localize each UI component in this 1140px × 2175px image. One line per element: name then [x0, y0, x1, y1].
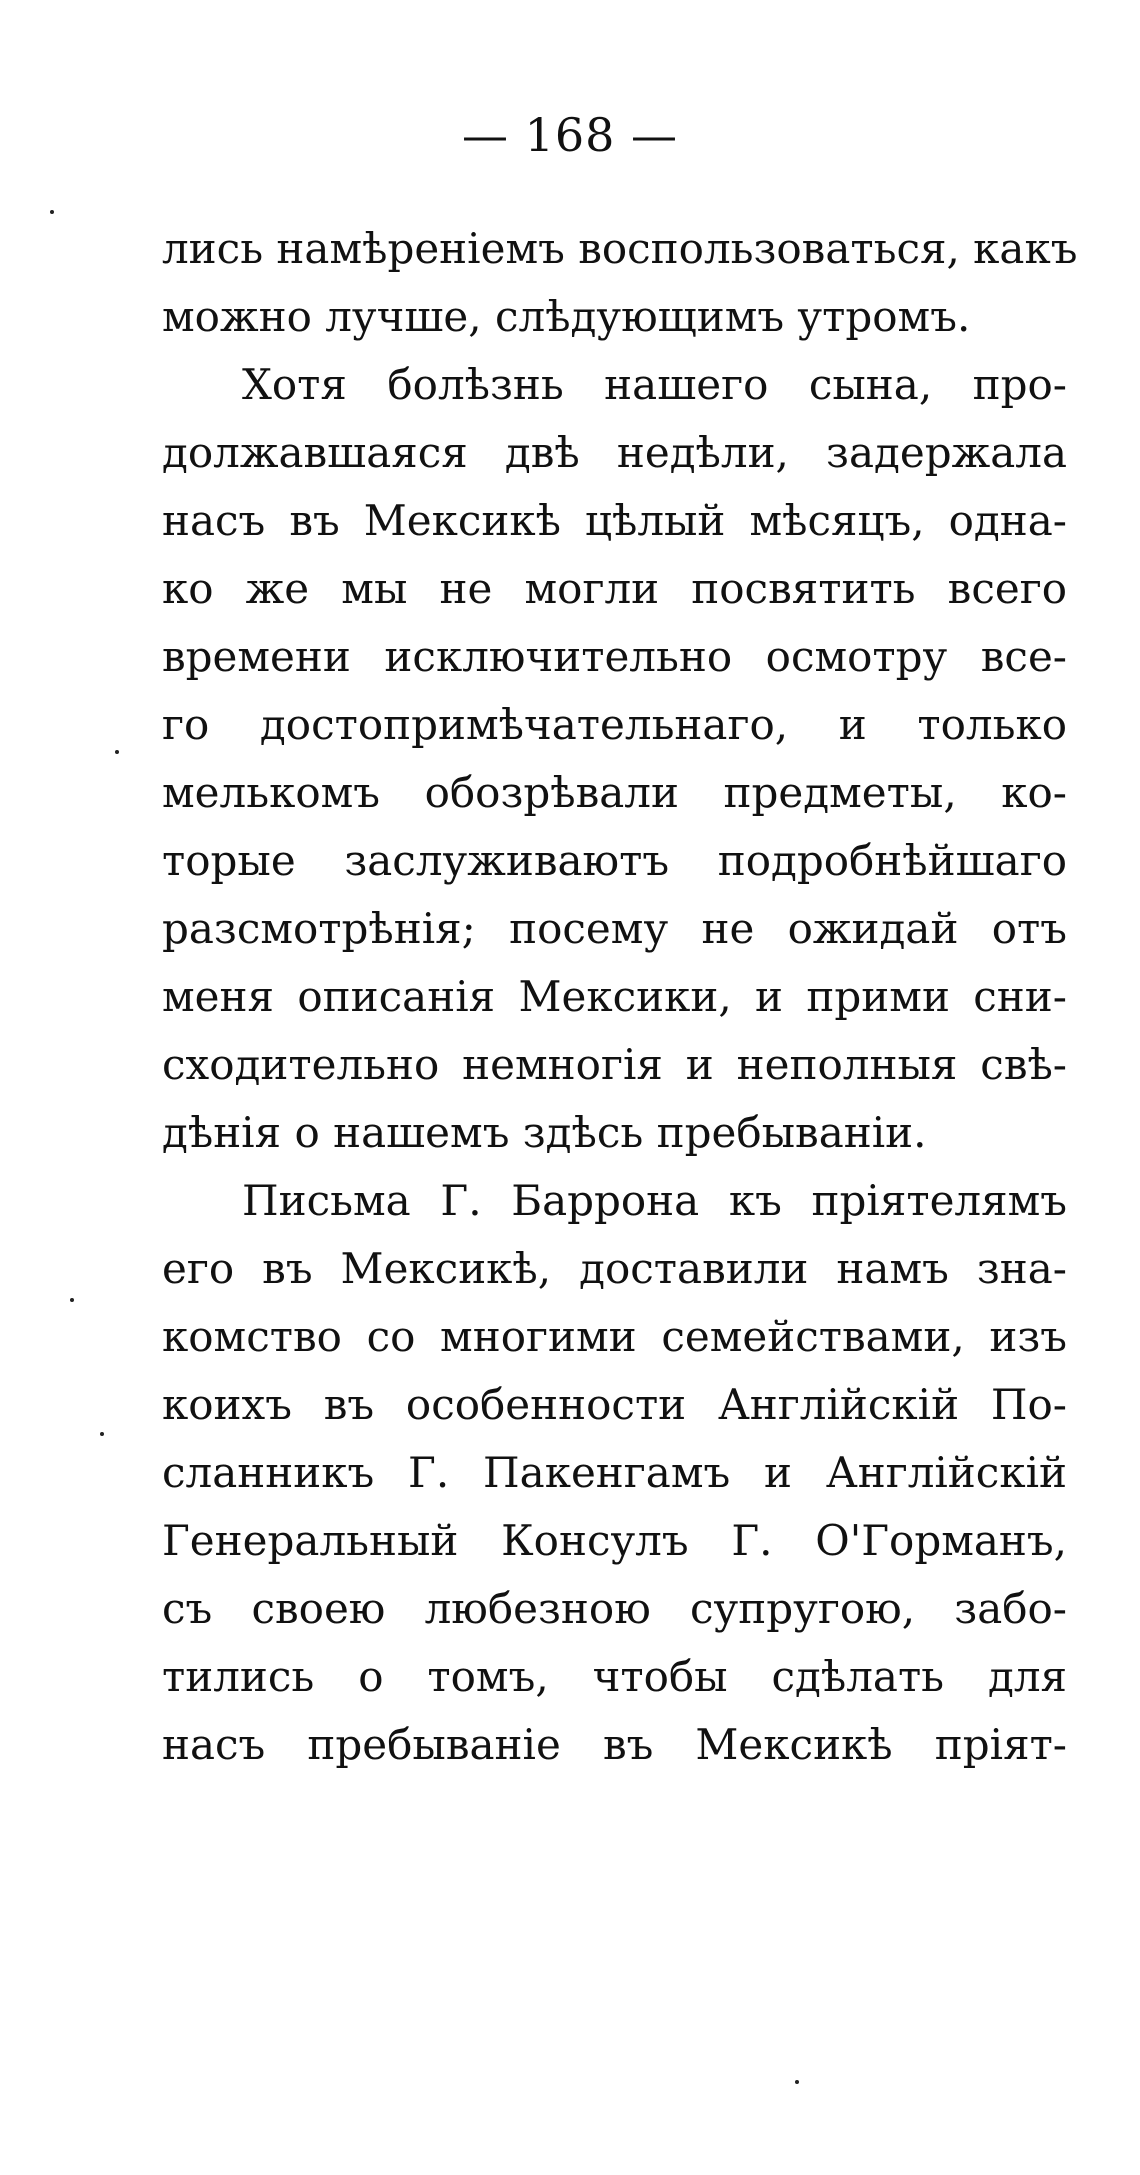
scan-speck [115, 750, 119, 754]
text-line: коихъ въ особенности Англiйскiй По- [162, 1380, 1067, 1429]
text-line: ко же мы не могли посвятить всего [162, 564, 1067, 613]
scan-speck [70, 1298, 74, 1302]
text-line: дѣнiя о нашемъ здѣсь пребыванiи. [162, 1108, 927, 1157]
text-line: меня описанiя Мексики, и прими сни- [162, 972, 1067, 1021]
text-line: сланникъ Г. Пакенгамъ и Англiйскiй [162, 1448, 1067, 1497]
text-line: го достопримѣчательнаго, и только [162, 700, 1067, 749]
text-line: лись намѣренiемъ воспользоваться, какъ [162, 224, 1078, 273]
text-line: Генеральный Консулъ Г. О'Горманъ, [162, 1516, 1067, 1565]
text-line: сходительно немногiя и неполныя свѣ- [162, 1040, 1067, 1089]
body-text [162, 215, 1078, 1779]
text-line: должавшаяся двѣ недѣли, задержала [162, 428, 1067, 477]
text-line: Хотя болѣзнь нашего сына, про- [242, 360, 1067, 409]
text-line: разсмотрѣнiя; посему не ожидай отъ [162, 904, 1067, 953]
text-line: времени исключительно осмотру все- [162, 632, 1067, 681]
page-number: — 168 — [461, 108, 679, 162]
text-line: насъ въ Мексикѣ цѣлый мѣсяцъ, одна- [162, 496, 1067, 545]
text-line: мелькомъ обозрѣвали предметы, ко- [162, 768, 1067, 817]
text-line: комство со многими семействами, изъ [162, 1312, 1067, 1361]
scan-speck [795, 2080, 799, 2084]
text-line: насъ пребыванiе въ Мексикѣ прiят- [162, 1720, 1067, 1769]
text-line: съ своею любезною супругою, забо- [162, 1584, 1067, 1633]
text-line: тились о томъ, чтобы сдѣлать для [162, 1652, 1067, 1701]
scan-speck [100, 1432, 104, 1436]
scan-speck [50, 210, 54, 214]
text-line: можно лучше, слѣдующимъ утромъ. [162, 292, 971, 341]
text-line: Письма Г. Баррона къ прiятелямъ [242, 1176, 1067, 1225]
text-line: торые заслуживаютъ подробнѣйшаго [162, 836, 1067, 885]
text-line: его въ Мексикѣ, доставили намъ зна- [162, 1244, 1067, 1293]
